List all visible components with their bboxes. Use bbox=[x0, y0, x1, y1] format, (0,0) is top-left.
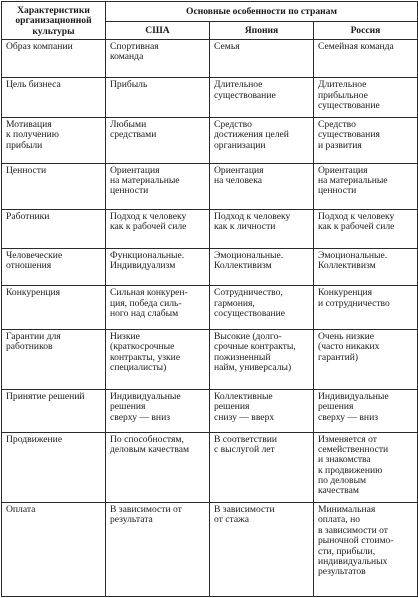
value-text: Любыми средствами bbox=[110, 118, 157, 141]
feature-text: Мотивация к получению прибыли bbox=[6, 118, 59, 151]
table-row bbox=[2, 432, 418, 503]
value-text: Эмоциональные. Коллективизм bbox=[214, 250, 284, 272]
value-text: Прибыль bbox=[110, 79, 148, 91]
value-cell bbox=[314, 209, 418, 248]
value-cell bbox=[314, 249, 418, 286]
table-row bbox=[2, 209, 418, 248]
value-text: В зависимости от результата bbox=[110, 504, 182, 526]
value-cell bbox=[106, 40, 210, 78]
value-cell bbox=[106, 117, 210, 163]
value-cell bbox=[314, 389, 418, 432]
value-cell bbox=[106, 286, 210, 330]
value-cell bbox=[210, 432, 314, 503]
value-text: Ориентация на материальные ценности bbox=[110, 164, 180, 197]
feature-cell bbox=[2, 78, 106, 117]
feature-cell bbox=[2, 40, 106, 78]
value-text: Конкуренция и сотрудничество bbox=[318, 287, 390, 309]
value-text: Средство достижения целей организации bbox=[214, 118, 289, 151]
feature-cell bbox=[2, 163, 106, 209]
table-row bbox=[2, 330, 418, 390]
table-row bbox=[2, 286, 418, 330]
value-text: Эмоциональные. Коллективизм bbox=[318, 250, 388, 272]
feature-cell bbox=[2, 286, 106, 330]
group-header-cell bbox=[106, 2, 418, 22]
feature-text: Продвижение bbox=[6, 433, 63, 445]
value-cell bbox=[210, 78, 314, 117]
country-header-text: Россия bbox=[350, 24, 381, 36]
value-cell bbox=[106, 389, 210, 432]
value-cell bbox=[314, 286, 418, 330]
organizational-culture-table bbox=[1, 1, 418, 597]
value-cell bbox=[314, 78, 418, 117]
value-cell bbox=[314, 330, 418, 390]
group-header-text: Основные особенности по странам bbox=[186, 5, 337, 17]
table-row bbox=[2, 40, 418, 78]
value-cell bbox=[210, 330, 314, 390]
value-text: В зависимости от стажа bbox=[214, 504, 275, 526]
value-text: Высокие (долго- срочные контракты, пожизненный найм, универсалы) bbox=[214, 331, 296, 374]
value-text: Спортивная команда bbox=[110, 41, 159, 63]
value-cell bbox=[106, 209, 210, 248]
value-text: Индивидуальные решения сверху — вниз bbox=[110, 390, 181, 423]
value-text: Подход к человеку как к рабочей силе bbox=[110, 210, 187, 232]
table-row bbox=[2, 249, 418, 286]
value-cell bbox=[106, 432, 210, 503]
value-text: Подход к человеку как к рабочей силе bbox=[318, 210, 395, 232]
feature-cell bbox=[2, 330, 106, 390]
value-text: Очень низкие (часто никаких гарантий) bbox=[318, 331, 380, 363]
feature-text: Оплата bbox=[6, 504, 36, 516]
value-text: Минимальная оплата, но в зависимости от рыночной стоимо- сти, прибыли, индивидуальных результатов bbox=[318, 504, 394, 578]
value-cell bbox=[106, 163, 210, 209]
country-header-text: США bbox=[145, 24, 170, 36]
value-cell bbox=[106, 330, 210, 390]
value-text: Коллективные решения снизу — вверх bbox=[214, 390, 275, 423]
value-cell bbox=[210, 209, 314, 248]
value-text: Длительное прибыльное существование bbox=[318, 79, 380, 112]
feature-text: Гарантии для работников bbox=[6, 331, 61, 353]
feature-text: Конкуренция bbox=[6, 287, 61, 299]
feature-cell bbox=[2, 209, 106, 248]
feature-text: Цель бизнеса bbox=[6, 79, 61, 91]
value-text: Ориентация на человека bbox=[214, 164, 264, 187]
corner-header-text: Характеристики организационной культуры bbox=[15, 5, 92, 37]
table-row bbox=[2, 78, 418, 117]
value-text: Ориентация на материальные ценности bbox=[318, 164, 388, 197]
value-cell bbox=[210, 117, 314, 163]
value-cell bbox=[106, 503, 210, 597]
value-cell bbox=[210, 249, 314, 286]
value-text: Низкие (краткосрочные контракты, узкие специалисты) bbox=[110, 331, 181, 374]
corner-header-cell bbox=[2, 2, 106, 40]
value-cell bbox=[314, 163, 418, 209]
value-text: Функциональные. Индивидуализм bbox=[110, 250, 185, 272]
feature-text: Человеческие отношения bbox=[6, 250, 63, 272]
table-header bbox=[2, 2, 418, 40]
value-cell bbox=[210, 163, 314, 209]
value-text: По способностям, деловым качествам bbox=[110, 433, 190, 455]
value-text: Средство существования и развития bbox=[318, 118, 380, 151]
value-cell bbox=[314, 117, 418, 163]
table-row bbox=[2, 117, 418, 163]
country-header-japan bbox=[210, 22, 314, 40]
value-cell bbox=[314, 432, 418, 503]
feature-cell bbox=[2, 432, 106, 503]
table-row bbox=[2, 389, 418, 432]
value-cell bbox=[106, 78, 210, 117]
feature-cell bbox=[2, 249, 106, 286]
value-cell bbox=[210, 40, 314, 78]
value-text: В соответствии с выслугой лет bbox=[214, 433, 278, 455]
value-text: Индивидуальные решения сверху — вниз bbox=[318, 390, 389, 423]
feature-text: Ценности bbox=[6, 164, 47, 176]
value-cell bbox=[210, 503, 314, 597]
feature-cell bbox=[2, 503, 106, 597]
feature-text: Образ компании bbox=[6, 41, 73, 52]
feature-text: Принятие решений bbox=[6, 390, 85, 402]
value-cell bbox=[210, 286, 314, 330]
table-body bbox=[2, 40, 418, 597]
value-text: Семейная команда bbox=[318, 41, 394, 52]
country-header-russia bbox=[314, 22, 418, 40]
value-text: Изменяется от семейственности и знакомства к продвижению по деловым качествам bbox=[318, 433, 389, 497]
value-cell bbox=[210, 389, 314, 432]
value-text: Семья bbox=[214, 41, 240, 52]
feature-cell bbox=[2, 117, 106, 163]
value-text: Сильная конкурен- ция, победа силь- ного над слабым bbox=[110, 287, 188, 320]
value-cell bbox=[314, 40, 418, 78]
feature-text: Работники bbox=[6, 210, 50, 222]
country-header-text: Япония bbox=[244, 24, 279, 36]
country-header-usa bbox=[106, 22, 210, 40]
table-row bbox=[2, 163, 418, 209]
value-text: Сотрудничество, гармония, сосуществование bbox=[214, 287, 286, 320]
value-cell bbox=[106, 249, 210, 286]
value-text: Подход к человеку как к личности bbox=[214, 210, 291, 232]
table-row bbox=[2, 503, 418, 597]
value-text: Длительное существование bbox=[214, 79, 276, 101]
value-cell bbox=[314, 503, 418, 597]
feature-cell bbox=[2, 389, 106, 432]
